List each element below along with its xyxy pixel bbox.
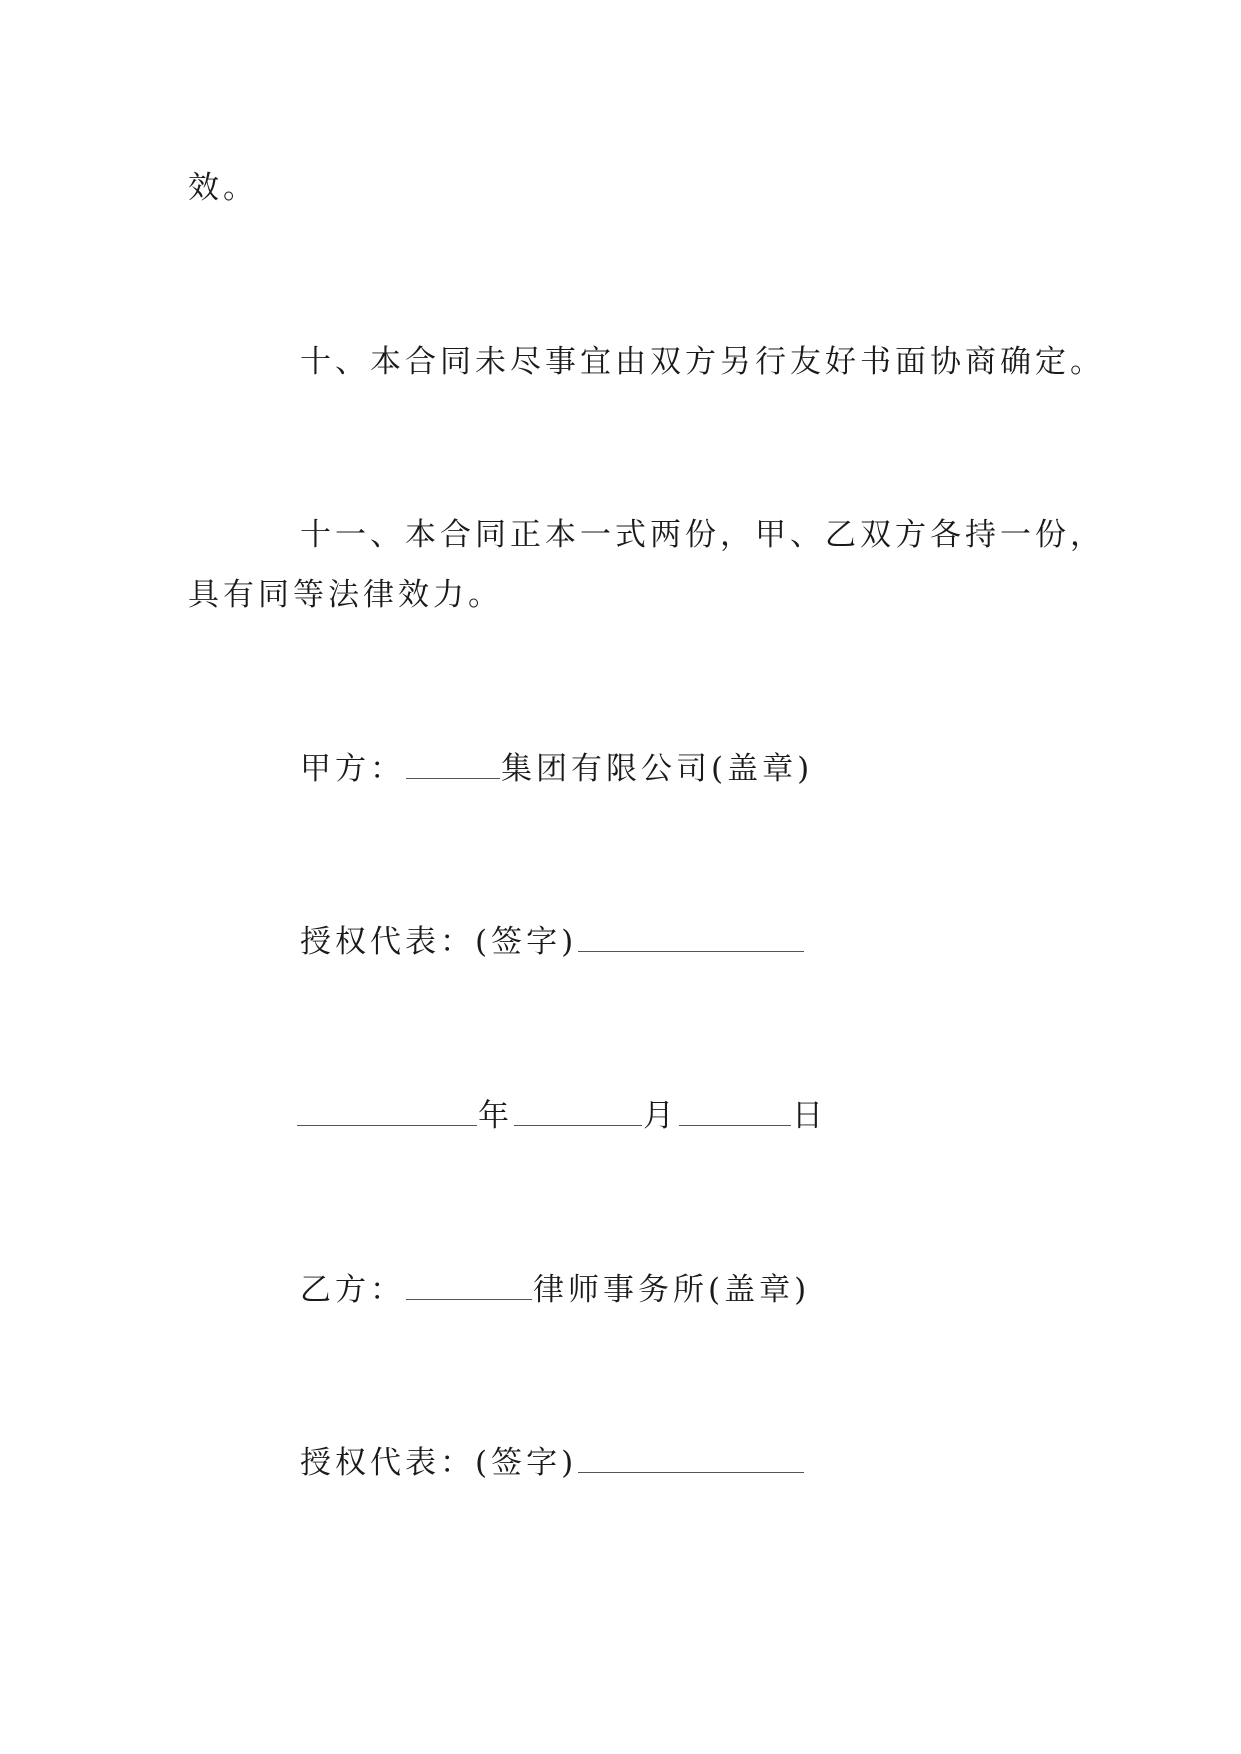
date-line [296,1096,827,1136]
party-a-name-blank [406,750,500,779]
party-b-prefix: 乙方： [300,1272,405,1308]
continuation-text: 效。 [188,170,258,206]
clause-10: 十、本合同未尽事宜由双方另行友好书面协商确定。 [300,344,1105,380]
party-b-rep-label: 授权代表：(签字) [300,1445,578,1481]
party-a-rep-line [300,922,805,962]
party-a-signature-blank [578,923,804,952]
date-day-blank [679,1097,791,1126]
clause-11-line-2: 具有同等法律效力。 [188,577,503,613]
party-b-line [300,1270,810,1310]
clause-11-line-1: 十一、本合同正本一式两份，甲、乙双方各持一份， [300,517,1105,553]
party-b-name-blank [406,1271,532,1300]
date-month-blank [514,1097,642,1126]
party-a-rep-label: 授权代表：(签字) [300,924,578,960]
party-a-suffix: 集团有限公司(盖章) [501,751,814,787]
party-a-prefix: 甲方： [300,751,405,787]
party-b-signature-blank [578,1444,804,1473]
date-month-label: 月 [643,1098,678,1134]
party-a-line [300,749,813,789]
date-day-label: 日 [792,1098,827,1134]
date-year-label: 年 [478,1098,513,1134]
party-b-suffix: 律师事务所(盖章) [533,1272,811,1308]
date-year-blank [297,1097,477,1126]
party-b-rep-line [300,1443,805,1483]
